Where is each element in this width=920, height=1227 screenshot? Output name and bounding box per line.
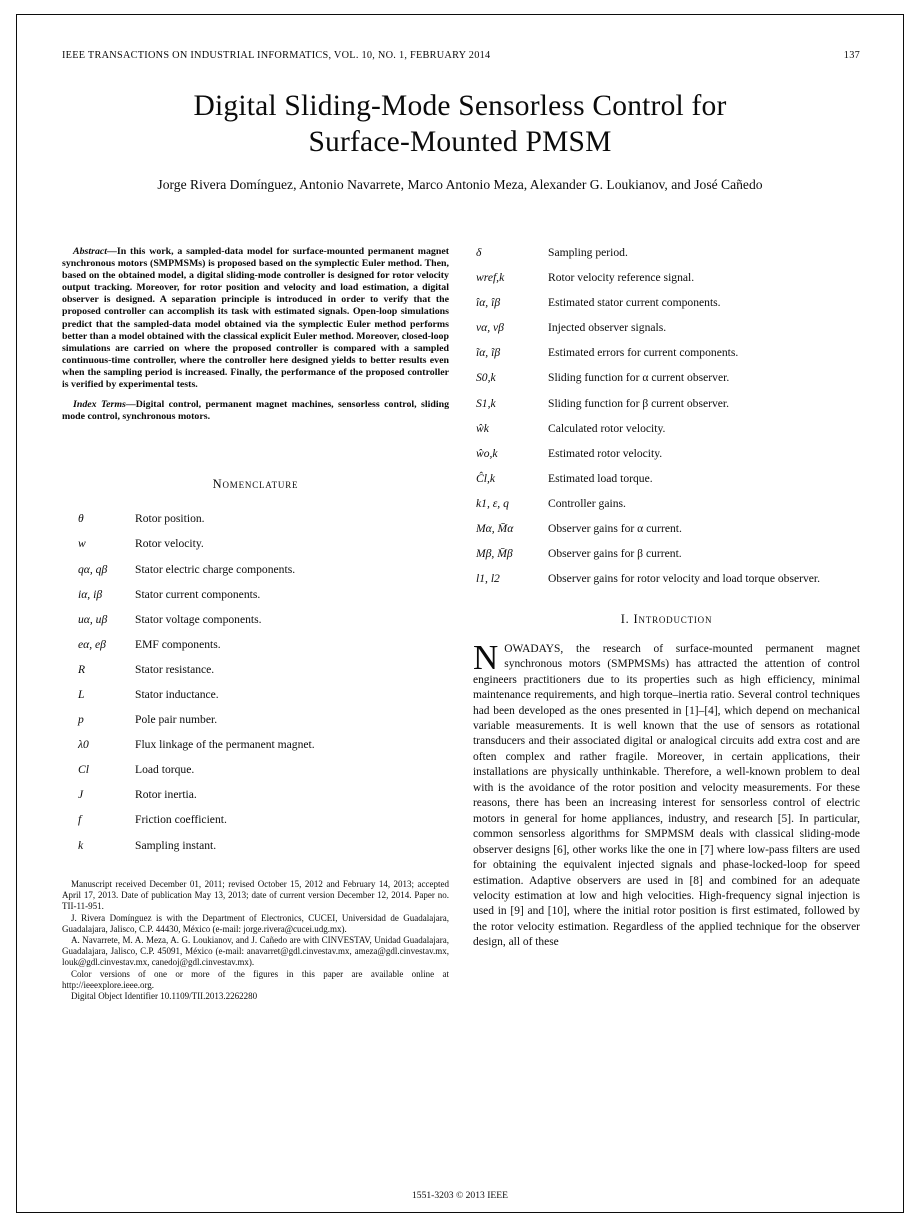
nomenclature-row: [473, 447, 860, 462]
nomenclature-description: Rotor inertia.: [135, 788, 197, 802]
nomenclature-description: Observer gains for α current.: [548, 522, 682, 536]
nomenclature-symbol: R: [78, 662, 86, 676]
nomenclature-symbol: k1, ε, q: [476, 496, 509, 510]
nomenclature-description: Stator voltage components.: [135, 612, 262, 626]
nomenclature-row: [62, 688, 449, 703]
nomenclature-symbol: Cl: [78, 763, 89, 777]
paper-title: [0, 88, 920, 160]
nomenclature-symbol: vα, vβ: [476, 321, 504, 335]
nomenclature-symbol: ŵo,k: [476, 446, 498, 460]
copyright-footer: 1551-3203 © 2013 IEEE: [411, 1190, 509, 1201]
nomenclature-description: Rotor velocity reference signal.: [548, 271, 695, 285]
nomenclature-row: [473, 572, 860, 587]
nomenclature-symbol: qα, qβ: [78, 562, 108, 576]
nomenclature-description: Controller gains.: [548, 496, 626, 510]
nomenclature-symbol: Ĉl,k: [476, 471, 495, 485]
nomenclature-row: [62, 763, 449, 778]
running-header: [62, 50, 860, 61]
nomenclature-row: [473, 397, 860, 412]
nomenclature-row: [62, 512, 449, 527]
nomenclature-description: Calculated rotor velocity.: [548, 421, 666, 435]
nomenclature-row: [62, 588, 449, 603]
introduction-paragraph: [473, 637, 860, 951]
nomenclature-symbol: ĩα, ĩβ: [476, 346, 501, 360]
nomenclature-symbol: Mα, M̄α: [476, 522, 514, 536]
nomenclature-symbol: iα, iβ: [78, 587, 103, 601]
index-terms-paragraph: [62, 399, 449, 423]
nomenclature-symbol: S1,k: [476, 396, 496, 410]
nomenclature-symbol: L: [78, 687, 85, 701]
nomenclature-row: [473, 422, 860, 437]
index-terms-label: Index Terms—: [73, 399, 136, 411]
nomenclature-symbol: f: [78, 813, 82, 827]
nomenclature-description: Estimated stator current components.: [548, 296, 721, 310]
nomenclature-symbol: ŵk: [476, 421, 489, 435]
nomenclature-symbol: îα, îβ: [476, 296, 501, 310]
nomenclature-symbol: δ: [476, 246, 482, 259]
nomenclature-description: Observer gains for rotor velocity and load torque observer.: [548, 572, 821, 586]
nomenclature-description: Rotor velocity.: [135, 537, 204, 551]
nomenclature-description: Estimated load torque.: [548, 471, 653, 485]
nomenclature-description: Sampling instant.: [135, 838, 217, 852]
abstract-paragraph: [62, 246, 449, 391]
nomenclature-row: [473, 472, 860, 487]
footnote-doi: Digital Object Identifier 10.1109/TII.2013.2262280: [71, 991, 258, 1002]
nomenclature-description: Observer gains for β current.: [548, 547, 682, 561]
first-page-footnotes: [62, 879, 449, 1002]
nomenclature-description: Sliding function for α current observer.: [548, 371, 730, 385]
nomenclature-row: [62, 788, 449, 803]
nomenclature-list-left: [62, 512, 449, 853]
nomenclature-symbol: λ0: [78, 738, 89, 752]
introduction-text: OWADAYS, the research of surface-mounted permanent magnet synchronous motors (SMPMSMs) has attracted the attention of control engineers practitioners due to its properties such as high efficiency, minimal maintenance requirements, and high torque–inertia ratio. Several control techniques had been developed as the ones presented in [1]–[4], which depend on mechanical variable measurements. It is well known that the use of sensors as rotational transducers and their associated digital or analogical circuits add extra cost and are often complex and rather fragile. Moreover, in certain applications, their installations are physically unthinkable. Therefore, a well-known problem to deal with is the avoidance of the rotor position and velocity measurements. For these reasons, there has been an increasing interest for sensorless control of electric motors in general for home appliances, industry, and research [5]. In particular, common sensorless algorithms for SMPMSM deals with classical sliding-mode observer designs [6], other works like the one in [7] where low-pass filters are used for obtaining the equivalent injected signals and phase-locked-loop for speed estimation. Adaptive observers are used in [8] and combined for an adequate velocity estimation at low and high velocities. High-frequency signal injection is used in [9] and [10], where the initial rotor position is first estimated, followed by the rotor velocity estimation. Regardless of the applied technique for the observer design, all of these: [473, 642, 860, 949]
dropcap-letter: N: [473, 637, 499, 677]
nomenclature-row: [62, 738, 449, 753]
nomenclature-row: [473, 296, 860, 311]
nomenclature-description: Stator current components.: [135, 587, 261, 601]
nomenclature-description: Stator resistance.: [135, 662, 215, 676]
abstract-text: In this work, a sampled-data model for surface-mounted permanent magnet synchronous motors (SMPMSMs) is proposed based on the symplectic Euler method. Then, based on the obtained model, a digital sliding-mode controller is designed for rotor velocity output tracking. Moreover, for rotor position and velocity and load estimation, a digital observer is designed. A separation principle is introduced in order to verify that the proposed controller can accomplish its task with estimated signals. Open-loop simulations predict that the sampled-data model obtained via the symplectic Euler method performs better than a model obtained with the classical explicit Euler method. Moreover, closed-loop simulations are carried on where the proposed controller is compared with a sampled continuous-time controller, where the controller here designed yields to better results even when the sampling period is increased. Finally, the performance of the proposed controller is verified by experimental tests.: [62, 246, 449, 391]
nomenclature-heading: Nomenclature: [212, 477, 299, 492]
paper-title-line1: Digital Sliding-Mode Sensorless Control for: [193, 90, 727, 122]
page-number: 137: [843, 50, 860, 61]
nomenclature-symbol: uα, uβ: [78, 612, 108, 626]
nomenclature-row: [473, 522, 860, 537]
journal-header: IEEE TRANSACTIONS ON INDUSTRIAL INFORMATICS, VOL. 10, NO. 1, FEBRUARY 2014: [62, 50, 491, 61]
section-heading-introduction: I. Introduction: [620, 611, 713, 626]
nomenclature-row: [62, 663, 449, 678]
nomenclature-row: [62, 563, 449, 578]
nomenclature-description: Flux linkage of the permanent magnet.: [135, 738, 315, 752]
paper-title-line2: Surface-Mounted PMSM: [308, 126, 612, 158]
footnote-affiliation-2: A. Navarrete, M. A. Meza, A. G. Loukianov, and J. Cañedo are with CINVESTAV, Unidad Guadalajara, Guadalajara, Jalisco, C.P. 45091, México (e-mail: anavarret@gdl.cinvestav.mx, ameza@gdl.cinvestav.mx, louk@gdl.cinvestav.mx, canedoj@gdl.cinvestav.mx).: [62, 935, 449, 968]
nomenclature-description: Rotor position.: [135, 512, 205, 526]
nomenclature-symbol: θ: [78, 512, 84, 526]
nomenclature-description: Stator electric charge components.: [135, 562, 296, 576]
nomenclature-list-right: [473, 246, 860, 587]
nomenclature-row: [62, 537, 449, 552]
nomenclature-row: [62, 813, 449, 828]
nomenclature-row: [473, 346, 860, 361]
nomenclature-description: Injected observer signals.: [548, 321, 667, 335]
footnote-color-versions: Color versions of one or more of the figures in this paper are available online at http://ieeexplore.ieee.org.: [62, 968, 449, 990]
nomenclature-symbol: k: [78, 838, 84, 852]
nomenclature-symbol: Mβ, M̄β: [476, 547, 513, 561]
nomenclature-row: [473, 246, 860, 261]
nomenclature-symbol: J: [78, 788, 84, 802]
nomenclature-symbol: S0,k: [476, 371, 496, 385]
nomenclature-description: Sampling period.: [548, 246, 628, 259]
footnote-manuscript: Manuscript received December 01, 2011; revised October 15, 2012 and February 14, 2013; accepted April 17, 2013. Date of publication May 13, 2013; date of current version December 12, 2014. Paper no. TII-11-951.: [62, 879, 449, 912]
nomenclature-description: Stator inductance.: [135, 687, 219, 701]
abstract-label: Abstract—: [73, 246, 117, 257]
author-list: Jorge Rivera Domínguez, Antonio Navarrete, Marco Antonio Meza, Alexander G. Loukianov, and José Cañedo: [157, 177, 763, 192]
nomenclature-row: [62, 839, 449, 854]
nomenclature-row: [473, 271, 860, 286]
nomenclature-description: EMF components.: [135, 637, 221, 651]
nomenclature-description: Pole pair number.: [135, 713, 218, 727]
left-column: [62, 246, 449, 1002]
nomenclature-symbol: eα, eβ: [78, 637, 106, 651]
right-column: [473, 246, 860, 1002]
nomenclature-description: Sliding function for β current observer.: [548, 396, 730, 410]
nomenclature-row: [473, 321, 860, 336]
nomenclature-description: Load torque.: [135, 763, 195, 777]
nomenclature-row: [473, 371, 860, 386]
nomenclature-row: [473, 547, 860, 562]
nomenclature-description: Estimated errors for current components.: [548, 346, 739, 360]
two-column-body: [62, 246, 860, 1002]
index-terms-text: Digital control, permanent magnet machines, sensorless control, sliding mode control, synchronous motors.: [62, 399, 450, 423]
nomenclature-symbol: l1, l2: [476, 572, 500, 586]
footnote-affiliation-1: J. Rivera Domínguez is with the Department of Electronics, CUCEI, Universidad de Guadalajara, Guadalajara, Jalisco, C.P. 44430, México (e-mail: jorge.rivera@cucei.udg.mx).: [62, 912, 449, 934]
nomenclature-symbol: p: [78, 713, 84, 727]
nomenclature-symbol: w: [78, 537, 86, 551]
nomenclature-symbol: wref,k: [476, 271, 505, 285]
nomenclature-row: [473, 497, 860, 512]
nomenclature-row: [62, 613, 449, 628]
nomenclature-row: [62, 713, 449, 728]
nomenclature-description: Friction coefficient.: [135, 813, 227, 827]
nomenclature-row: [62, 638, 449, 653]
nomenclature-description: Estimated rotor velocity.: [548, 446, 663, 460]
